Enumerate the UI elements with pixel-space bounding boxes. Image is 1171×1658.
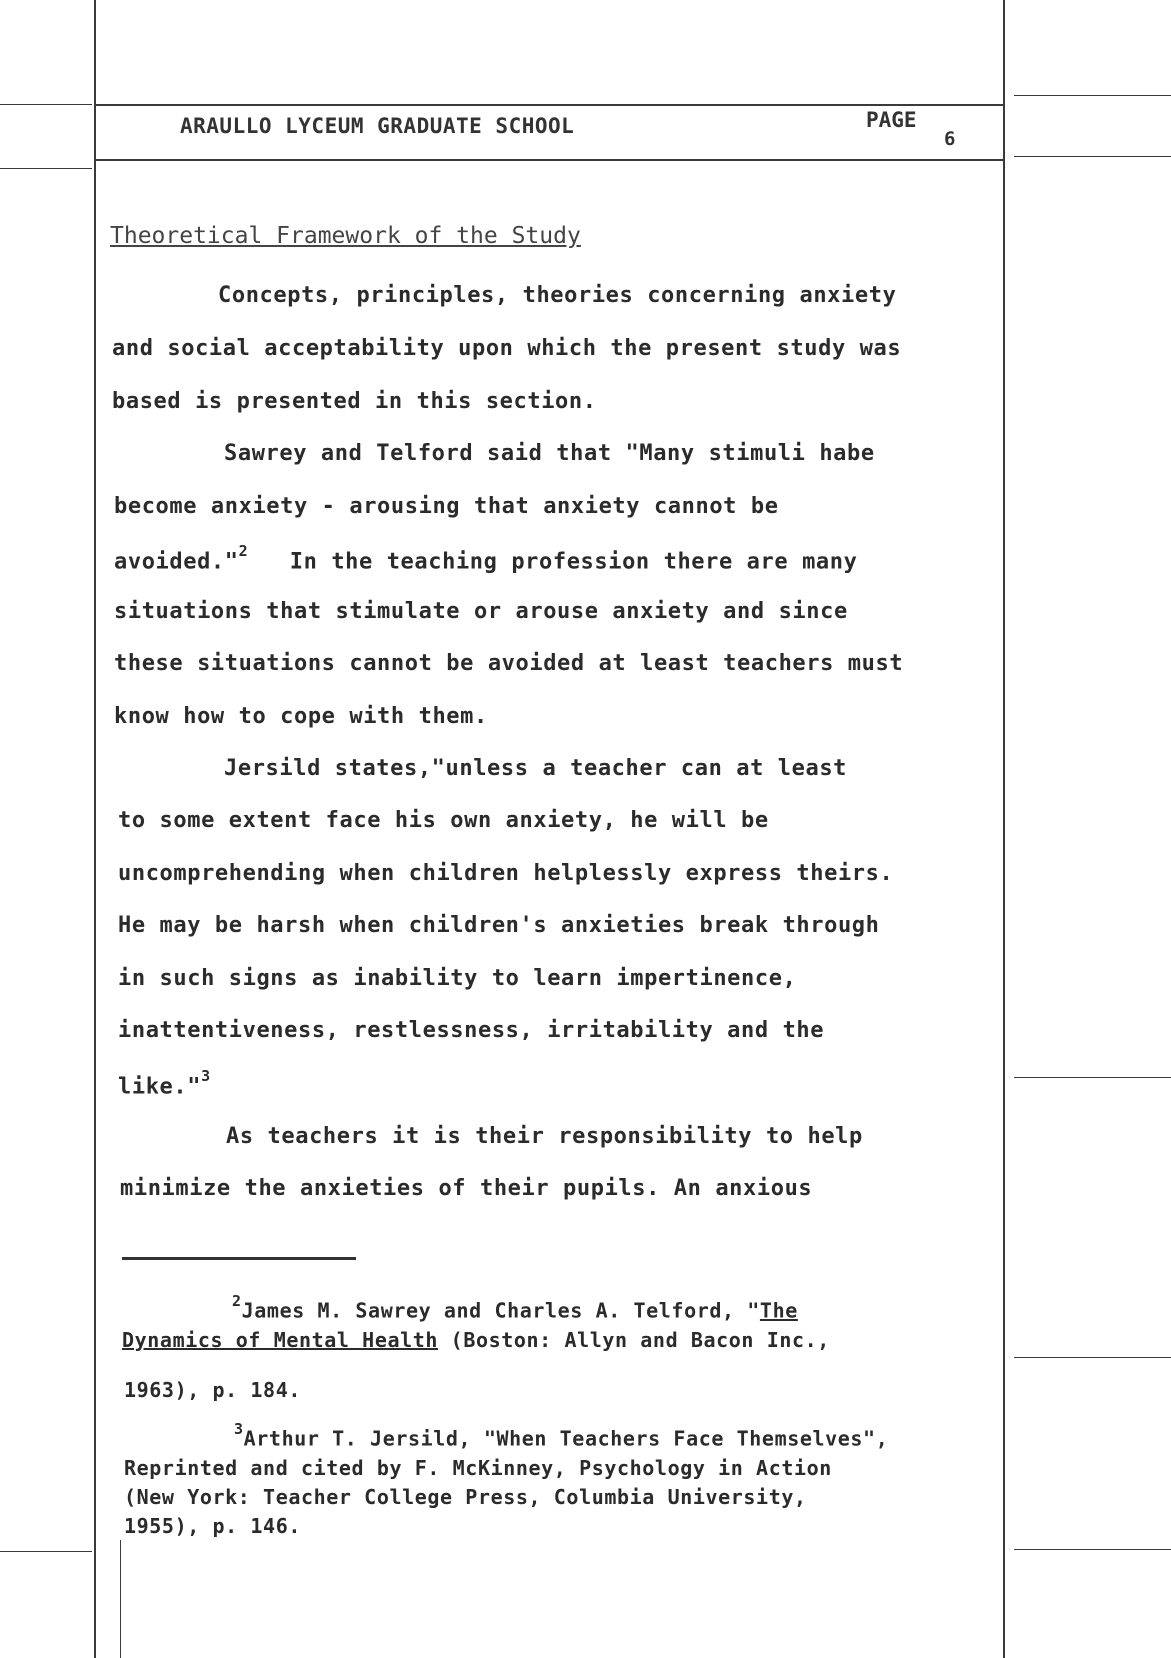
body-line: based is presented in this section. <box>112 389 597 414</box>
footnote-2-line-2: Dynamics of Mental Health (Boston: Allyn and Bacon Inc., <box>122 1328 830 1352</box>
body-line: these situations cannot be avoided at least teachers must <box>114 651 904 676</box>
right-edge-line-top <box>1014 95 1171 96</box>
quote-end: like." <box>118 1074 202 1100</box>
footnote-ref-3: 3 <box>201 1067 211 1085</box>
body-line: Jersild states,"unless a teacher can at least <box>224 756 848 781</box>
inner-left-rule <box>120 1540 121 1658</box>
body-line: know how to cope with them. <box>114 704 488 729</box>
footnote-2-line-3: 1963), p. 184. <box>124 1378 301 1402</box>
footnote-number: 2 <box>232 1292 242 1310</box>
body-line: inattentiveness, restlessness, irritability and the <box>118 1018 825 1043</box>
left-edge-line-5 <box>0 1551 92 1552</box>
right-edge-line-5 <box>1014 1549 1171 1550</box>
page-label: PAGE <box>866 108 917 132</box>
footnote-separator <box>122 1257 356 1260</box>
right-edge-line-4 <box>1014 1357 1171 1358</box>
right-margin-rule <box>1003 0 1005 1658</box>
body-line: Sawrey and Telford said that "Many stimuli habe <box>224 441 875 466</box>
page-number: 6 <box>944 128 956 150</box>
header-bottom-rule <box>96 159 1003 161</box>
left-edge-line-bottom <box>0 168 92 169</box>
body-line: minimize the anxieties of their pupils. An anxious <box>120 1176 813 1201</box>
footnote-2-line-1: $^2$James M. Sawrey and Charles A. Telford, "The <box>232 1292 798 1323</box>
body-line: He may be harsh when children's anxieties break through <box>118 913 880 938</box>
section-title: Theoretical Framework of the Study <box>110 223 581 249</box>
body-line: in such signs as inability to learn impertinence, <box>118 966 797 991</box>
school-name-header: ARAULLO LYCEUM GRADUATE SCHOOL <box>180 114 575 138</box>
quote-end: avoided." <box>114 549 239 575</box>
footnote-3-line-4: 1955), p. 146. <box>124 1514 301 1538</box>
footnote-3-line-3: (New York: Teacher College Press, Columbia University, <box>124 1485 807 1509</box>
left-edge-line-top <box>0 104 92 105</box>
footnote-number: 3 <box>234 1420 244 1438</box>
footnote-3-line-2: Reprinted and cited by F. McKinney, Psychology in Action <box>124 1456 832 1480</box>
body-line: become anxiety - arousing that anxiety cannot be <box>114 494 779 519</box>
header-top-rule <box>96 104 1003 106</box>
left-margin-rule <box>94 0 96 1658</box>
body-text: In the teaching profession there are many <box>289 549 858 575</box>
right-edge-line-2 <box>1014 156 1171 157</box>
book-title: The <box>759 1298 798 1323</box>
body-line: As teachers it is their responsibility to help <box>226 1124 863 1149</box>
footnote-3-line-1: $^3$Arthur T. Jersild, "When Teachers Face Themselves", <box>234 1420 889 1451</box>
body-line <box>114 542 858 575</box>
book-title: Dynamics of Mental Health <box>122 1328 439 1352</box>
body-line <box>118 1067 211 1100</box>
right-edge-line-3 <box>1014 1077 1171 1078</box>
footnote-ref-2: 2 <box>238 542 249 560</box>
body-line: situations that stimulate or arouse anxiety and since <box>114 599 848 624</box>
body-line: uncomprehending when children helplessly express theirs. <box>118 861 894 886</box>
body-line: to some extent face his own anxiety, he will be <box>118 808 769 833</box>
body-line: and social acceptability upon which the present study was <box>112 336 902 361</box>
body-line: Concepts, principles, theories concerning anxiety <box>218 283 897 308</box>
